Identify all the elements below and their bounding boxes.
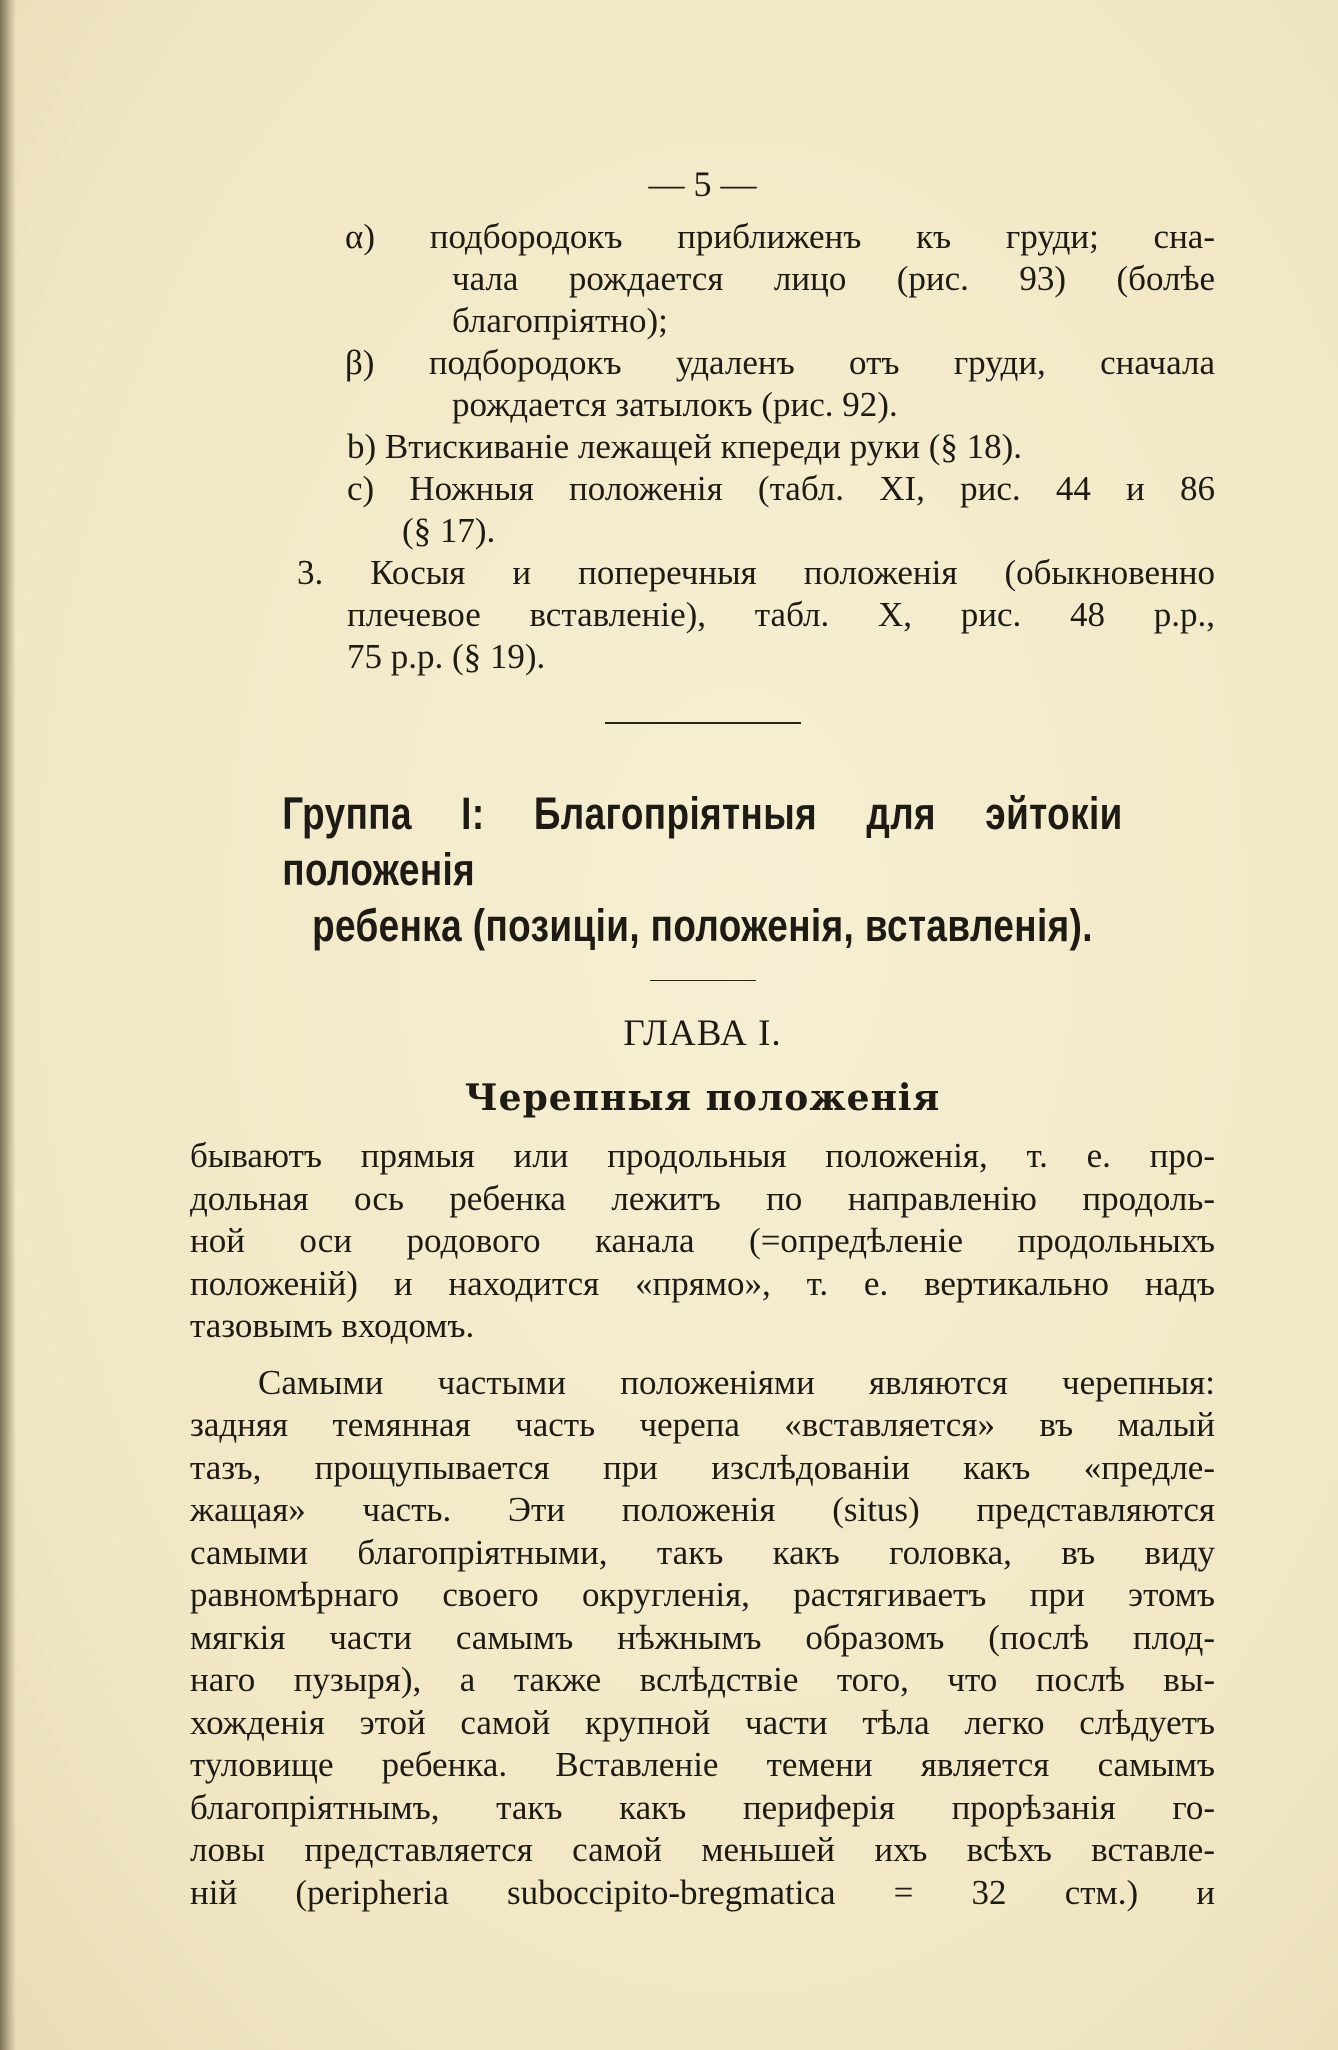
- paragraph-line: ловы представляется самой меньшей ихъ всѣхъ вставле-: [190, 1830, 1215, 1869]
- paragraph-line: положеній) и находится «прямо», т. е. вертикально надъ: [190, 1263, 1215, 1303]
- page-content: [190, 160, 1215, 1914]
- chapter-title: ГЛАВА I.: [623, 1013, 782, 1054]
- paragraph-line: задняя темянная часть черепа «вставляется» въ малый: [190, 1405, 1215, 1444]
- paragraph-line: туловище ребенка. Вставленіе темени является самымъ: [190, 1745, 1215, 1784]
- paragraph-line: дольная ось ребенка лежитъ по направленію продоль-: [190, 1178, 1215, 1218]
- group-heading: [282, 786, 1123, 954]
- paragraph-line: мягкія части самымъ нѣжнымъ образомъ (послѣ плод-: [190, 1617, 1215, 1657]
- classification-list: [190, 216, 1215, 678]
- group-heading-line: ребенка (позиціи, положенія, вставленія).: [312, 900, 1093, 951]
- page-binding-edge: [0, 0, 16, 2050]
- paragraph-line: самыми благопріятными, такъ какъ головка, въ виду: [190, 1532, 1215, 1572]
- list-line: b) Втискиваніе лежащей кпереди руки (§ 18).: [347, 427, 1023, 466]
- paragraph-line: наго пузыря), а также вслѣдствіе того, что послѣ вы-: [190, 1660, 1215, 1699]
- paragraph-line: жащая» часть. Эти положенія (situs) представляются: [190, 1490, 1215, 1529]
- paragraph-line: равномѣрнаго своего округленія, растягиваетъ при этомъ: [190, 1575, 1215, 1614]
- paragraph-line: ній (peripheria suboccipito-bregmatica = 32 стм.) и: [190, 1872, 1215, 1912]
- paragraph-line: бываютъ прямыя или продольныя положенія, т. е. про-: [190, 1136, 1215, 1175]
- list-line: чала рождается лицо (рис. 93) (болѣе: [452, 259, 1215, 298]
- paragraph-line: Самыми частыми положеніями являются черепныя:: [258, 1362, 1215, 1402]
- list-line: 3. Косыя и поперечныя положенія (обыкновенно: [297, 553, 1215, 592]
- list-line: β) подбородокъ удаленъ отъ груди, сначала: [345, 343, 1215, 382]
- paragraph-line: ной оси родового канала (=опредѣленіе продольныхъ: [190, 1221, 1215, 1260]
- paragraph: [190, 1135, 1215, 1348]
- paragraph-line: тазовымъ входомъ.: [190, 1306, 475, 1345]
- page-number: — 5 —: [648, 164, 757, 204]
- list-line: c) Ножныя положенія (табл. XI, рис. 44 и 86: [347, 469, 1215, 508]
- list-line: благопріятно);: [452, 301, 668, 340]
- section-divider: [605, 722, 801, 724]
- chapter-divider: [650, 980, 756, 981]
- paragraph-line: тазъ, прощупывается при изслѣдованіи какъ «предле-: [190, 1447, 1215, 1487]
- list-line: плечевое вставленіе), табл. X, рис. 48 р.р.,: [347, 595, 1215, 634]
- list-line: 75 р.р. (§ 19).: [347, 637, 546, 676]
- section-title: Черепныя положенія: [464, 1077, 941, 1119]
- group-heading-line: Группа I: Благопріятныя для эйтокіи положенія: [282, 788, 1123, 895]
- list-line: рождается затылокъ (рис. 92).: [452, 385, 898, 424]
- list-line: α) подбородокъ приближенъ къ груди; сна-: [345, 217, 1215, 256]
- paragraph: [190, 1362, 1215, 1915]
- list-line: (§ 17).: [402, 511, 496, 550]
- paragraph-line: хожденія этой самой крупной части тѣла легко слѣдуетъ: [190, 1702, 1215, 1742]
- paragraph-line: благопріятнымъ, такъ какъ периферія прорѣзанія го-: [190, 1787, 1215, 1827]
